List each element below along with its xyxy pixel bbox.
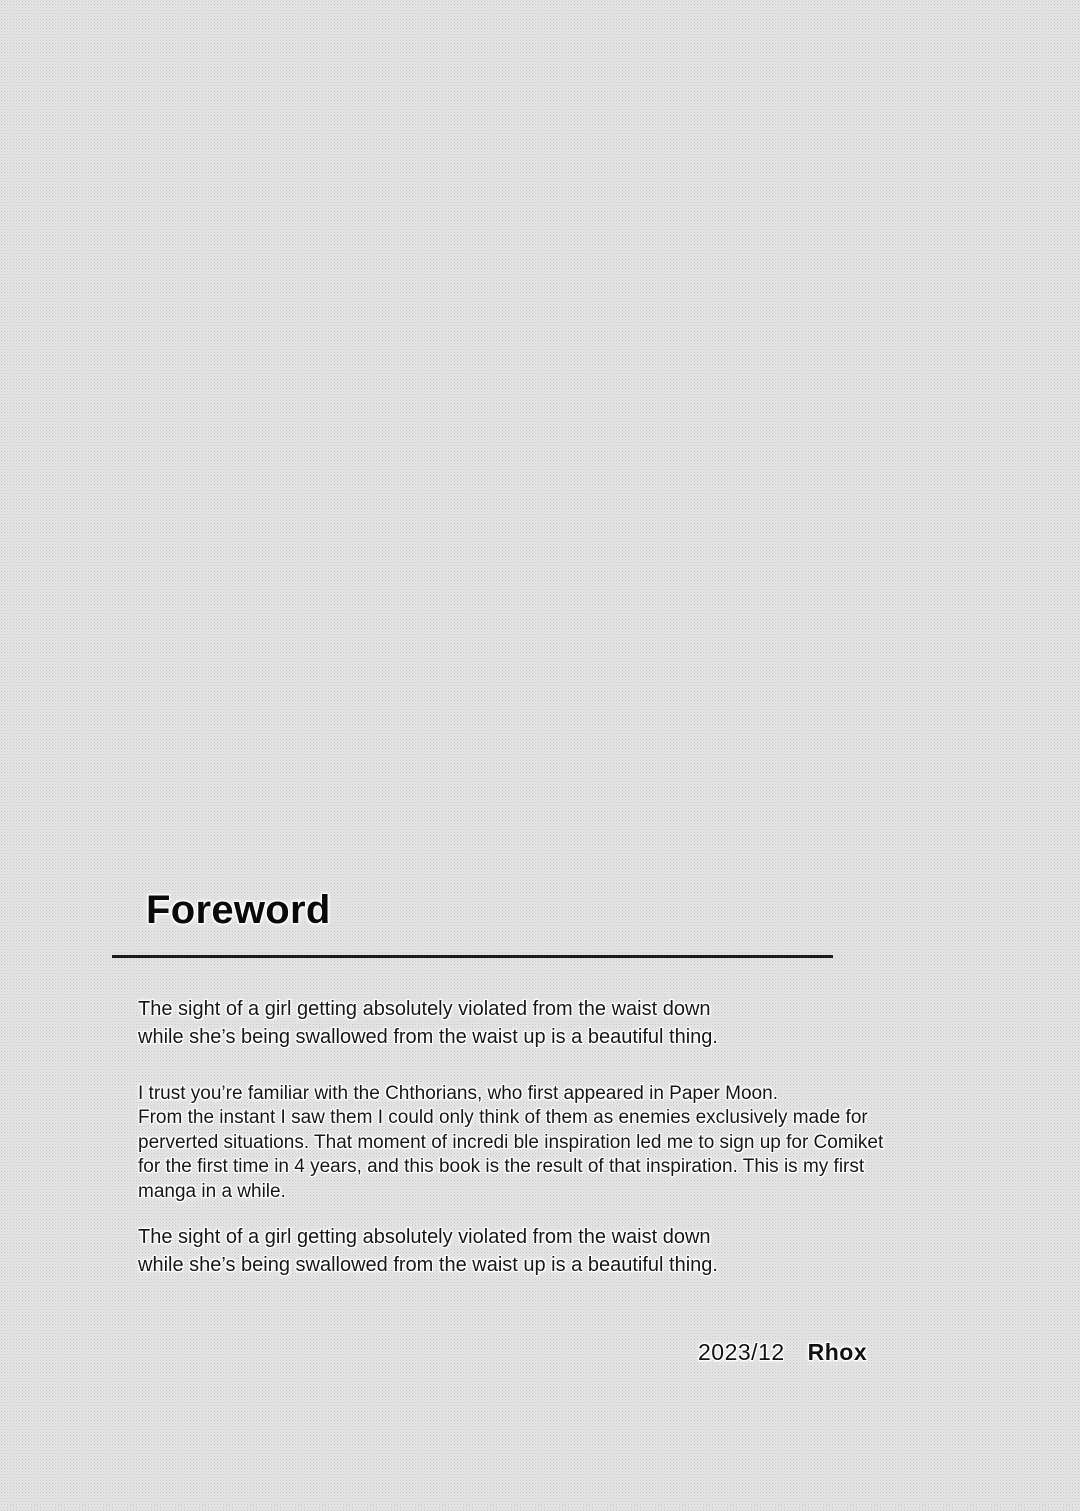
heading-underline — [112, 955, 833, 958]
text-line: The sight of a girl getting absolutely violated from the waist down — [138, 1226, 711, 1248]
text-line: for the first time in 4 years, and this book is the result of that inspiration. This is my first — [138, 1156, 865, 1178]
text-line: perverted situations. That moment of incredi ble inspiration led me to sign up for Comiket — [138, 1131, 884, 1153]
text-line: manga in a while. — [138, 1180, 286, 1202]
text-line: while she’s being swallowed from the waist up is a beautiful thing. — [138, 1025, 718, 1048]
page-title: Foreword — [146, 888, 331, 932]
paragraph-body — [138, 1082, 883, 1204]
text-line: From the instant I saw them I could only think of them as enemies exclusively made for — [138, 1107, 868, 1129]
paragraph-closing — [138, 1224, 718, 1279]
text-line: while she’s being swallowed from the waist up is a beautiful thing. — [138, 1253, 718, 1276]
signature — [698, 1341, 867, 1364]
signature-date: 2023/12 — [698, 1339, 785, 1365]
signature-name: Rhox — [807, 1339, 868, 1365]
text-line: I trust you’re familiar with the Chthorians, who first appeared in Paper Moon. — [138, 1083, 778, 1104]
paragraph-opening — [138, 996, 718, 1051]
text-line: The sight of a girl getting absolutely violated from the waist down — [138, 998, 711, 1020]
